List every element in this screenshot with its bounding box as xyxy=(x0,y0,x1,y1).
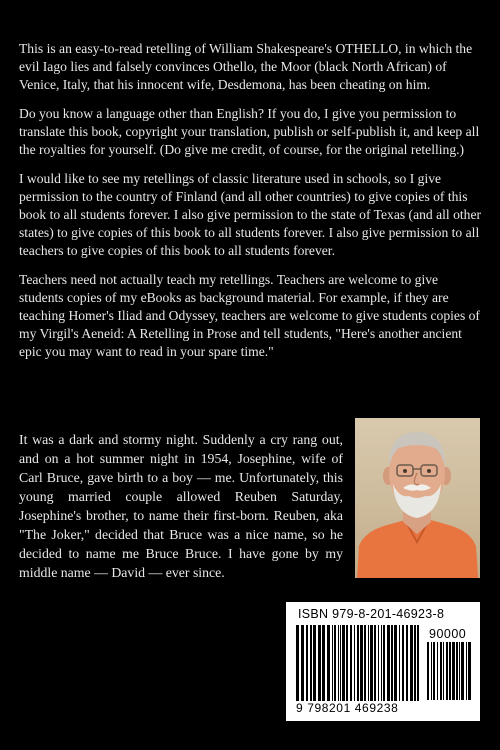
author-bio: It was a dark and stormy night. Suddenly a cry rang out, and on a hot summer night in 1954, Josephine, wife of Carl Bruce, gave birth to a boy — me. Unfortunately, this young married couple allowed Reuben Saturday, Josephine's brother, to name their first-born. Reuben, aka "The Joker," decided that Bruce was a nice name, so he decided to name me Bruce Bruce. I have gone by my middle name — David — ever since. xyxy=(19,432,343,580)
barcode-digits: 9 798201 469238 xyxy=(296,701,399,715)
author-photo xyxy=(355,418,480,578)
isbn-barcode xyxy=(286,602,480,721)
blurb-paragraph: Teachers need not actually teach my retellings. Teachers are welcome to give students copies of my eBooks as background material. For example, if they are teaching Homer's Iliad and Odyssey, teachers are welcome to give students copies of my Virgil's Aeneid: A Retelling in Prose and tell students, "Here's another ancient epic you may want to read in your spare time." xyxy=(19,272,480,359)
back-cover-blurb xyxy=(19,40,481,372)
price-code: 90000 xyxy=(429,627,467,641)
isbn-label: ISBN 979-8-201-46923-8 xyxy=(298,607,445,621)
price-barcode-bars xyxy=(427,642,473,700)
blurb-paragraph: I would like to see my retellings of classic literature used in schools, so I give permission to the country of Finland (and all other countries) to give copies of this book to all students forever. I also give permission to the state of Texas (and all other states) to give copies of this book to all students forever. I also give permission to all teachers to give copies of this book to all students forever. xyxy=(19,171,482,258)
blurb-paragraph: This is an easy-to-read retelling of William Shakespeare's OTHELLO, in which the evil Iago lies and falsely convinces Othello, the Moor (black North African) of Venice, Italy, that his innocent wife, Desdemona, has been cheating on him. xyxy=(19,41,473,92)
blurb-paragraph: Do you know a language other than English? If you do, I give you permission to translate this book, copyright your translation, publish or self-publish it, and keep all the royalties for yourself. (Do give me credit, of course, for the original retelling.) xyxy=(19,106,480,157)
barcode-bars xyxy=(296,625,424,701)
